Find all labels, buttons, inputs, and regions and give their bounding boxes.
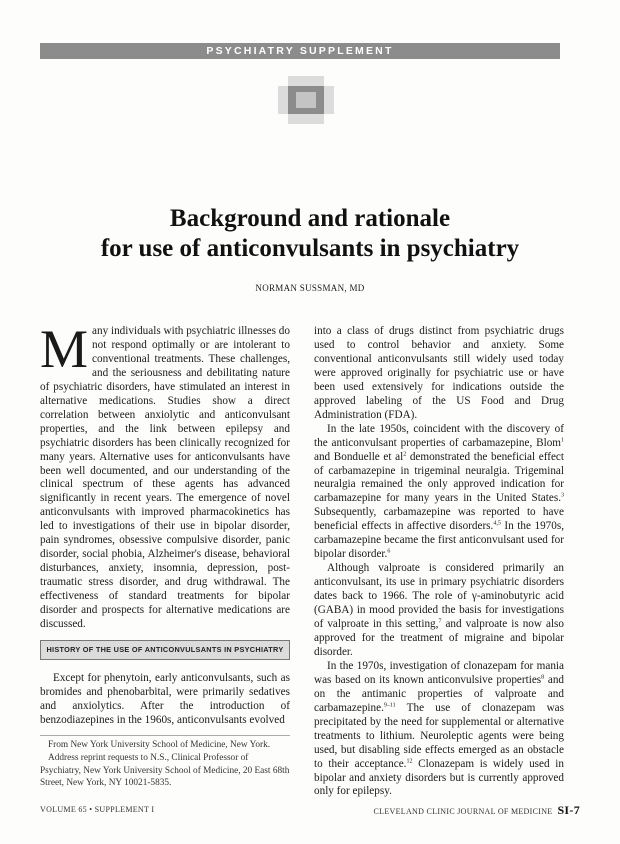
footnote-reprint-address: Address reprint requests to N.S., Clinical Professor of Psychiatry, New York University School of Medicine, 20 East 68th Street, New York, NY 10021-5835. bbox=[40, 752, 290, 789]
logo-square-right bbox=[324, 86, 334, 114]
stacked-squares-logo-icon bbox=[278, 76, 334, 124]
citation: 1 bbox=[561, 436, 564, 443]
page-number: SI-7 bbox=[557, 803, 580, 817]
body-paragraph-4: In the 1970s, investigation of clonazepam for mania was based on its known anticonvulsive properties$^8$ and on the antimanic properties of valproate and carbamazepine.$^{9-11}$ The use of clonazepam was precipitated by the need for supplemental or alternative treatments to lithium. Neuroleptic agents were being used, but disabling side effects emerged as an obstacle to their acceptance.$^{12}$ Clonazepam is widely used in bipolar and anxiety disorders but is currently approved only for epilepsy. bbox=[314, 659, 565, 798]
article-title bbox=[20, 204, 600, 264]
footer-journal-name: CLEVELAND CLINIC JOURNAL OF MEDICINE bbox=[373, 807, 553, 816]
citation: 9–11 bbox=[383, 702, 396, 708]
intro-paragraph bbox=[40, 319, 290, 632]
citation: 6 bbox=[387, 548, 391, 555]
citation: 3 bbox=[561, 492, 564, 499]
logo-square-top bbox=[288, 76, 324, 86]
body-paragraph-2: In the late 1950s, coincident with the discovery of the anticonvulsant properties of carbamazepine, Blom$^1$ and Bonduelle et $al^2$ demonstrated the beneficial effect of carbamazepine in trigeminal neuralgia. Trigeminal neuralgia remained the only approved indication for carbamazepine for many years in the United States.$^3$ Subsequently, carbamazepine was reported to have beneficial effects in affective disorders.$^{4,5}$ In the 1970s, carbamazepine became the first anticonvulsant used for bipolar disorder.$^6$ bbox=[314, 422, 564, 561]
title-line-1: Background and rationale bbox=[169, 205, 451, 232]
citation: 12 bbox=[406, 757, 413, 764]
logo-square-bottom bbox=[288, 114, 324, 124]
intro-text: any individuals with psychiatric illnesses do not respond optimally or are intolerant to conventional treatments. These challenges, and the seriousness and debilitating nature of psychiatric disorders, have stimulated an interest in alternative medications. Studies show a direct correlation between anxiolytic and anticonvulsant properties, and the link between epilepsy and psychiatric disorders has been clinically recognized for many years. Alternative uses for anticonvulsants have been well documented, and our understanding of the clinical spectrum of these agents has advanced significantly in recent years. The emergence of novel anticonvulsants with improved pharmacokinetics has led to investigations of their use in bipolar disorder, pain syndromes, obsessive compulsive disorder, panic disorder, social phobia, Alzheimer's disease, behavioral disturbances, anxiety, insomnia, depression, post-traumatic stress disorder, and drug withdrawal. The effectiveness of standard treatments for bipolar disorder and prospects for alternative medications are discussed. bbox=[40, 325, 290, 631]
affiliation-footnote bbox=[40, 735, 290, 790]
author-byline: NORMAN SUSSMAN, MD bbox=[255, 283, 365, 293]
footnote-affiliation: From New York University School of Medicine, New York. bbox=[48, 740, 271, 750]
supplement-banner: PSYCHIATRY SUPPLEMENT bbox=[40, 43, 560, 59]
title-line-2: for use of anticonvulsants in psychiatry bbox=[100, 235, 520, 262]
citation: 8 bbox=[541, 674, 545, 681]
dropcap: M bbox=[40, 319, 89, 379]
body-paragraph-3: Although valproate is considered primarily an anticonvulsant, its use in primary psychiatric disorders dates back to 1966. The role of γ-aminobutyric acid (GABA) in mood provided the basis for investigations of valproate in this setting,$^7$ and valproate is now also approved for the treatment of migraine and bipolar disorder. bbox=[314, 562, 564, 658]
citation: 4,5 bbox=[493, 520, 501, 527]
citation: 7 bbox=[438, 618, 442, 625]
logo-square-inner bbox=[296, 92, 316, 108]
history-paragraph: Except for phenytoin, early anticonvulsants, such as bromides and phenobarbital, were primarily sedatives and anxiolytics. After the introduction of benzodiazepines in the 1960s, anticonvulsants evolved bbox=[40, 671, 290, 726]
right-column bbox=[314, 325, 564, 799]
body-paragraph-1: into a class of drugs distinct from psychiatric drugs used to control behavior and anxiety. Some conventional anticonvulsants still widely used today were approved originally for psychiatric use or have been used extensively for indications outside the approved labeling of the US Food and Drug Administration (FDA). bbox=[314, 325, 564, 421]
left-column bbox=[40, 319, 290, 728]
section-heading-history: HISTORY OF THE USE OF ANTICONVULSANTS IN PSYCHIATRY bbox=[40, 640, 290, 660]
citation: 2 bbox=[403, 450, 407, 457]
footer-journal bbox=[374, 803, 580, 818]
logo-square-left bbox=[278, 86, 288, 114]
footer-volume: VOLUME 65 • SUPPLEMENT I bbox=[40, 805, 155, 814]
